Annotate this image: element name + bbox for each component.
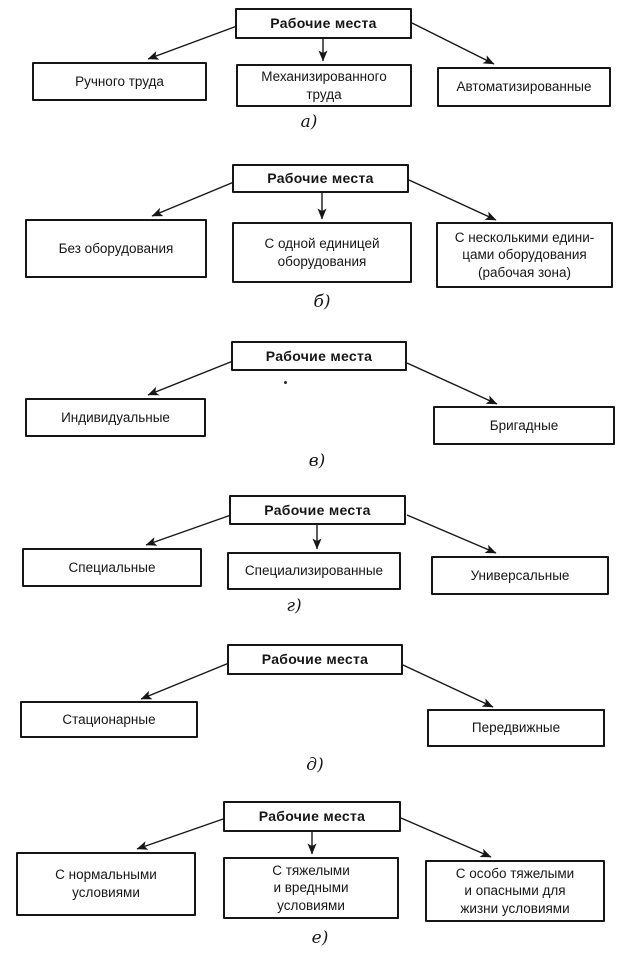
node-line: С нормальными <box>55 867 157 883</box>
node-line: Универсальные <box>470 567 570 583</box>
root-node-g <box>229 495 406 525</box>
node-s-osobo-tyazhelymi <box>425 860 605 922</box>
node-line: Специальные <box>68 559 156 575</box>
node-bez-oborudovaniya <box>25 219 207 278</box>
arrow-b-right <box>409 180 496 220</box>
section-label-g: г) <box>286 596 302 616</box>
node-line: Индивидуальные <box>61 409 170 425</box>
node-line: С особо тяжелыми <box>455 865 575 881</box>
section-label-d: д) <box>306 755 324 775</box>
arrow-g-left <box>146 515 231 545</box>
node-line: Специализированные <box>244 563 384 579</box>
node-line: Ручного труда <box>75 73 164 89</box>
section-label-a: а) <box>300 112 318 132</box>
node-line: Бригадные <box>489 417 559 433</box>
node-line: Автоматизированные <box>456 79 592 95</box>
node-line: цами оборудования <box>462 247 587 263</box>
root-node-label: Рабочие места <box>270 15 377 32</box>
node-line: и вредными <box>273 880 349 896</box>
arrow-v-right <box>407 363 497 404</box>
node-mekhanizirovannogo-truda <box>236 64 412 107</box>
node-s-normalnymi-usloviyami <box>16 852 196 916</box>
node-line: условиями <box>72 885 140 900</box>
root-node-label: Рабочие места <box>264 501 371 518</box>
arrow-d-right <box>403 665 493 707</box>
node-spetsializirovannye <box>227 552 401 590</box>
node-s-neskolkimi-edinitsami <box>436 222 613 288</box>
arrow-e-left <box>137 818 226 849</box>
node-line: (рабочая зона) <box>477 264 572 280</box>
node-brigadnye <box>433 406 615 445</box>
root-node-e <box>223 801 401 832</box>
node-spetsialnye <box>22 548 202 587</box>
arrow-a-left <box>148 26 237 59</box>
node-line: С несколькими едини- <box>454 229 595 245</box>
node-line: С одной единицей <box>264 235 380 251</box>
node-line: Механизированного <box>261 68 387 84</box>
node-s-odnoy-edinitsey <box>232 222 412 283</box>
node-line: оборудования <box>277 253 367 269</box>
node-universalnye <box>431 556 609 595</box>
arrow-b-left <box>152 182 234 216</box>
node-line: условиями <box>277 897 345 913</box>
node-statsionarnye <box>20 701 198 738</box>
node-line: С тяжелыми <box>272 862 350 878</box>
root-node-label: Рабочие места <box>265 347 373 364</box>
node-ruchnogo-truda <box>32 62 207 101</box>
arrow-a-right <box>412 23 494 64</box>
arrow-d-left <box>141 663 229 699</box>
root-node-label: Рабочие места <box>267 170 374 187</box>
arrow-g-right <box>407 515 496 553</box>
node-line: Стационарные <box>62 711 156 727</box>
root-node-b <box>232 164 409 193</box>
node-line: и опасными для <box>464 883 566 899</box>
arrow-e-right <box>401 818 491 857</box>
root-node-label: Рабочие места <box>261 651 369 668</box>
stray-dot <box>284 381 287 384</box>
root-node-v <box>231 341 407 371</box>
node-line: жизни условиями <box>460 900 570 916</box>
section-label-v: в) <box>308 451 326 471</box>
root-node-d <box>227 644 403 675</box>
node-line: Без оборудования <box>58 240 174 256</box>
node-line: Передвижные <box>471 720 561 736</box>
node-avtomatizirovannye <box>437 67 611 107</box>
arrow-v-left <box>148 361 233 395</box>
node-line: труда <box>306 86 342 102</box>
node-s-tyazhelymi-vrednymi <box>223 857 399 919</box>
root-node-a <box>235 8 412 39</box>
section-label-e: е) <box>311 928 329 948</box>
root-node-label: Рабочие места <box>258 808 366 825</box>
section-label-b: б) <box>313 292 331 312</box>
node-individualnye <box>25 398 206 437</box>
node-peredvizhnye <box>427 709 605 747</box>
